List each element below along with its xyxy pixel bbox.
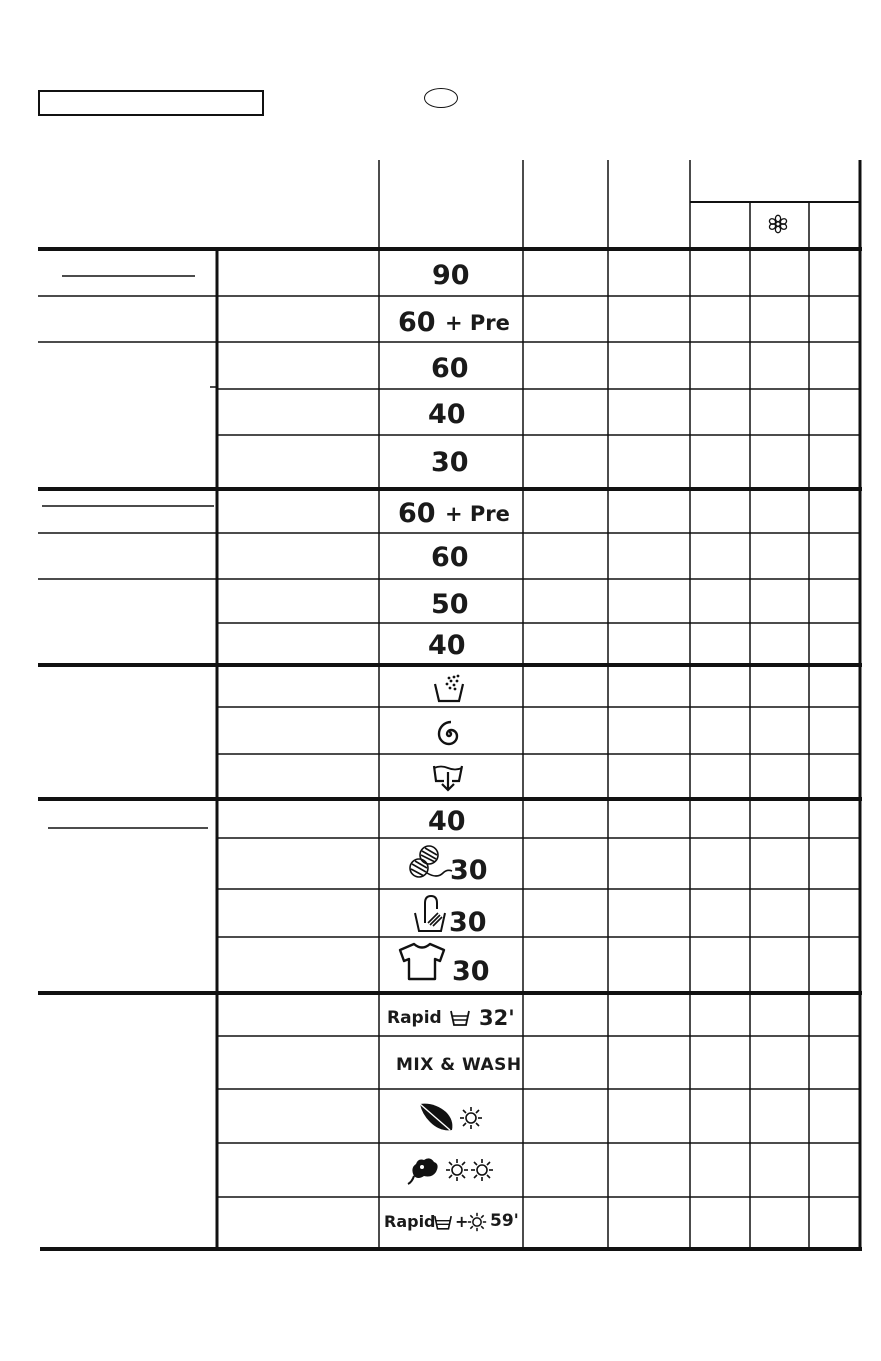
temp-30-shirt: 30 xyxy=(452,956,490,987)
drain-icon xyxy=(431,760,465,794)
temp-90: 90 xyxy=(432,260,470,291)
temp-40-3: 40 xyxy=(428,806,466,837)
feather-icon xyxy=(416,1100,456,1136)
temp-30-hand: 30 xyxy=(449,907,487,938)
temp-60: 60 xyxy=(431,353,469,384)
temp-30-wool: 30 xyxy=(450,855,488,886)
temp-60-pre: 60 xyxy=(398,307,436,338)
tub-icon-2 xyxy=(433,1214,453,1231)
sun-icon-2 xyxy=(467,1212,487,1232)
sun-sun-icon xyxy=(445,1158,495,1182)
prewash-suffix-2: + Pre xyxy=(445,502,510,526)
temp-40-2: 40 xyxy=(428,630,466,661)
shirt-icon xyxy=(398,941,450,983)
temp-50: 50 xyxy=(431,589,469,620)
rapid-label: Rapid xyxy=(387,1008,442,1028)
spin-icon xyxy=(432,718,466,750)
flower-icon xyxy=(768,214,788,234)
rapid-time-32: 32' xyxy=(479,1006,515,1030)
temp-60-pre-2: 60 xyxy=(398,498,436,529)
prewash-suffix: + Pre xyxy=(445,311,510,335)
tub-icon xyxy=(449,1009,471,1027)
temp-40: 40 xyxy=(428,399,466,430)
temp-60-2: 60 xyxy=(431,542,469,573)
temp-30: 30 xyxy=(431,447,469,478)
wool-icon xyxy=(407,843,453,883)
sun-icon xyxy=(459,1106,483,1130)
rapid-time-59: 59' xyxy=(490,1211,519,1231)
cotton-icon xyxy=(406,1154,444,1188)
hand-wash-icon xyxy=(412,893,452,935)
plus-joiner: + xyxy=(455,1212,469,1231)
rapid-label-2: Rapid xyxy=(384,1212,436,1231)
mix-and-wash-label: MIX & WASH xyxy=(396,1055,522,1075)
rinse-icon xyxy=(432,672,466,704)
